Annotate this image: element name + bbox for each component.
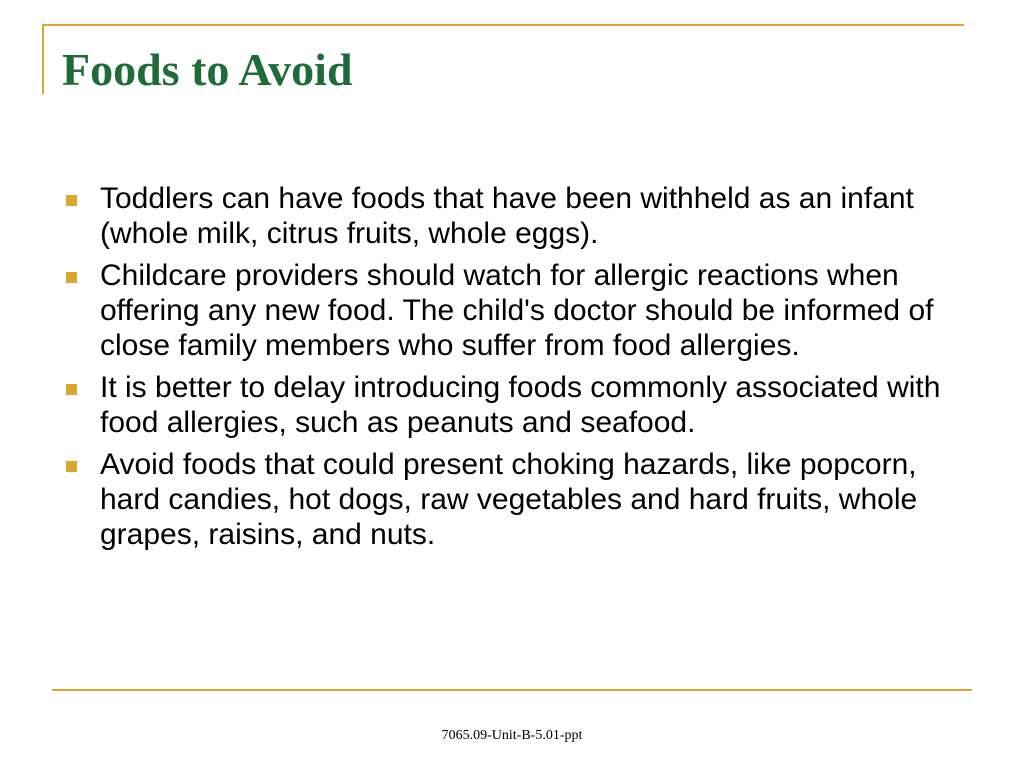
square-bullet-icon (66, 461, 77, 472)
bullet-item (62, 181, 962, 251)
bullet-text: It is better to delay introducing foods commonly associated with food allergies, such as peanuts and seafood. (100, 371, 941, 439)
footer-label: 7065.09-Unit-B-5.01-ppt (441, 728, 583, 743)
footer-divider (52, 689, 972, 691)
bullet-text: Childcare providers should watch for allergic reactions when offering any new food. The child's doctor should be informed of close family members who suffer from food allergies. (100, 259, 934, 362)
square-bullet-icon (66, 272, 77, 283)
bullet-text: Toddlers can have foods that have been withheld as an infant (whole milk, citrus fruits, whole eggs). (100, 182, 914, 250)
top-border-line (42, 24, 964, 26)
bullet-item (62, 370, 962, 440)
bullet-text: Avoid foods that could present choking hazards, like popcorn, hard candies, hot dogs, raw vegetables and hard fruits, whole grapes, raisins, and nuts. (100, 448, 918, 551)
bullet-item (62, 258, 962, 363)
square-bullet-icon (66, 195, 77, 206)
bullet-list (62, 181, 962, 559)
left-border-line (42, 24, 44, 94)
bullet-item (62, 447, 962, 552)
slide-title: Foods to Avoid (62, 44, 353, 95)
square-bullet-icon (66, 384, 77, 395)
